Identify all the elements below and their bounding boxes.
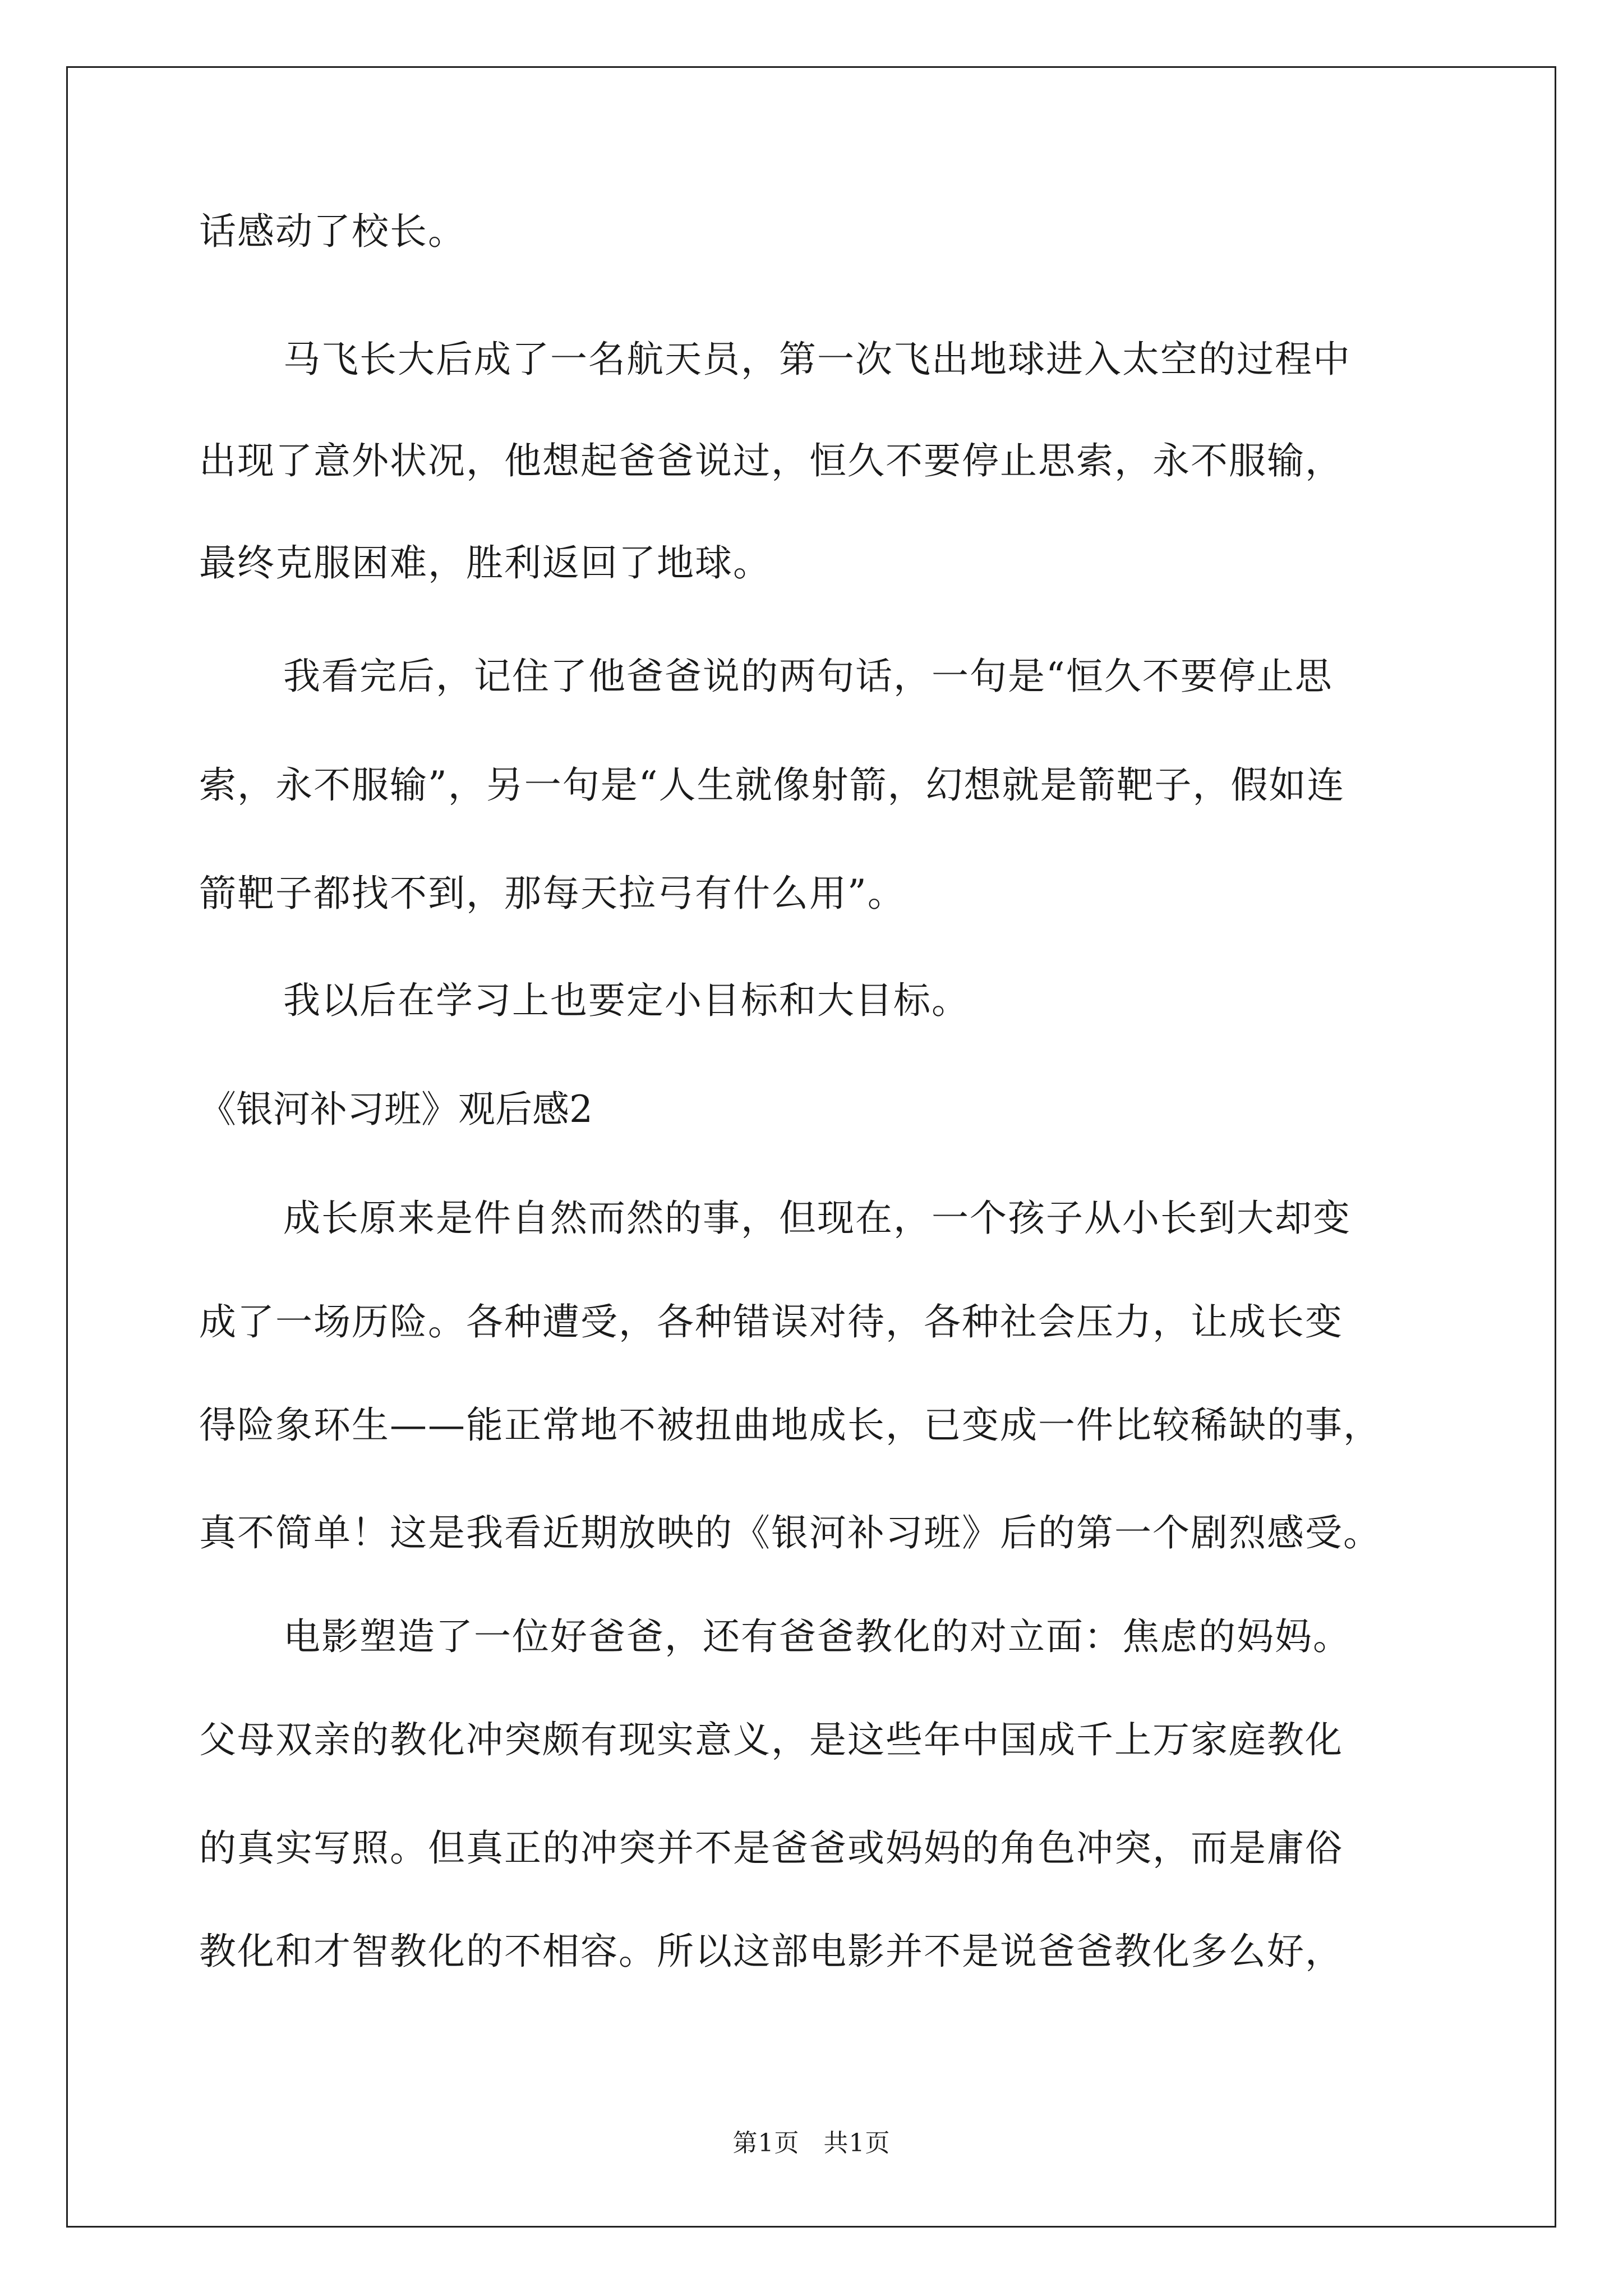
paragraph-first-line: 电影塑造了一位好爸爸，还有爸爸教化的对立面：焦虑的妈妈。 [283,1615,1351,1658]
paragraph-first-line: 我看完后，记住了他爸爸说的两句话，一句是“恒久不要停止思 [283,655,1333,698]
text-line: 话感动了校长。 [199,210,466,253]
text-line: 最终克服困难，胜利返回了地球。 [199,541,771,585]
text-line: 真不简单！这是我看近期放映的《银河补习班》后的第一个剧烈感受。 [199,1511,1381,1554]
page-total: 共1页 [823,2129,891,2157]
text-line: 的真实写照。但真正的冲突并不是爸爸或妈妈的角色冲突，而是庸俗 [199,1826,1343,1870]
text-line: 父母双亲的教化冲突颇有现实意义，是这些年中国成千上万家庭教化 [199,1718,1343,1761]
text-line: 成了一场历险。各种遭受，各种错误对待，各种社会压力，让成长变 [199,1300,1343,1343]
paragraph-first-line: 成长原来是件自然而然的事，但现在，一个孩子从小长到大却变 [283,1197,1351,1240]
text-line: 得险象环生——能正常地不被扭曲地成长，已变成一件比较稀缺的事， [199,1404,1381,1447]
page-border [66,66,1556,2228]
paragraph-first-line: 我以后在学习上也要定小目标和大目标。 [283,979,970,1022]
text-line: 箭靶子都找不到，那每天拉弓有什么用”。 [199,872,906,915]
page-footer [0,2127,1623,2160]
text-line: 出现了意外状况，他想起爸爸说过，恒久不要停止思索，永不服输， [199,439,1343,482]
page-number: 第1页 [732,2129,800,2157]
text-line: 索，永不服输”，另一句是“人生就像射箭，幻想就是箭靶子，假如连 [199,763,1345,807]
paragraph-first-line: 马飞长大后成了一名航天员，第一次飞出地球进入太空的过程中 [283,338,1351,381]
text-line: 教化和才智教化的不相容。所以这部电影并不是说爸爸教化多么好， [199,1930,1343,1973]
section-heading: 《银河补习班》观后感2 [199,1088,593,1131]
